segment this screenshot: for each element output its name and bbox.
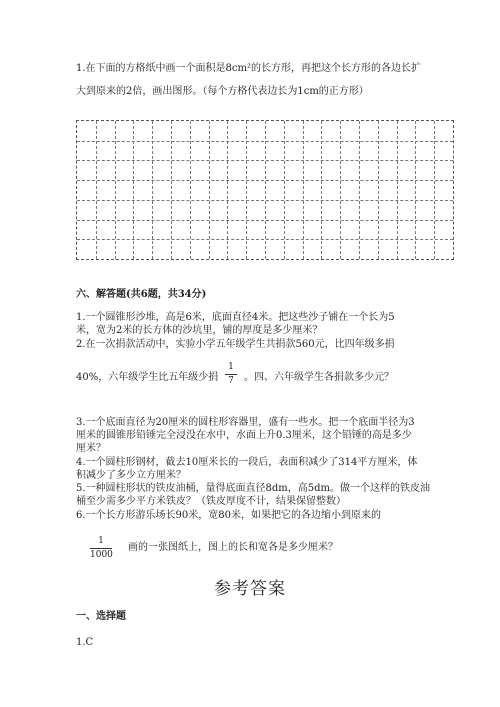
- problem-6-line1: 6.一个长方形游乐场长90米，宽80米，如果把它的各边缩小到原来的: [76, 510, 381, 521]
- grid-line-horizontal: [77, 220, 453, 221]
- problem-4-line1: 4.一个圆柱形钢材，截去10厘米长的一段后，表面积减少了314平方厘米，体: [76, 457, 418, 468]
- grid-line-horizontal: [77, 141, 453, 142]
- problem-6-fraction: [90, 536, 112, 561]
- fraction-numerator: 1: [228, 362, 234, 372]
- grid-line-horizontal: [77, 160, 453, 161]
- problem-4-line2: 积减少了多少立方厘米？: [76, 470, 186, 481]
- section-heading: 六、解答题(共6题，共34分): [76, 289, 207, 300]
- fraction-numerator: 1: [98, 536, 104, 546]
- fraction-denominator: 7: [228, 376, 234, 386]
- problem-2-line2b: 。四、六年级学生各捐款多少元？: [244, 372, 394, 383]
- grid-line-horizontal: [77, 200, 453, 201]
- problem-3-line1: 3.一个底面直径为20厘米的圆柱形容器里，盛有一些水。把一个底面半径为3: [76, 417, 415, 428]
- answer-1: 1.C: [76, 637, 94, 648]
- q1-line2: 大到原来的2倍，画出图形。（每个方格代表边长为1cm的正方形）: [76, 86, 369, 97]
- problem-1-line2: 米，宽为2米的长方体的沙坑里，铺的厚度是多少厘米？: [76, 325, 323, 336]
- grid-line-horizontal: [77, 180, 453, 181]
- answers-title: 参考答案: [214, 579, 286, 599]
- problem-6-line2: 画的一张图纸上，图上的长和宽各是多少厘米？: [128, 542, 338, 553]
- grid-line-horizontal: [77, 239, 453, 240]
- answers-section-heading: 一、选择题: [76, 611, 126, 622]
- problem-1-line1: 1.一个圆锥形沙堆，高是6米，底面直径4米。把这些沙子铺在一个长为5: [76, 312, 395, 323]
- problem-5-line2: 桶至少需多少平方米铁皮？（铁皮厚度不计，结果保留整数）: [76, 496, 346, 507]
- problem-5-line1: 5.一种圆柱形状的铁皮油桶，量得底面直径8dm，高5dm。做一个这样的铁皮油: [76, 483, 431, 494]
- problem-2-line2a: 40%，六年级学生比五年级少捐: [76, 372, 219, 383]
- problem-3-line2: 厘米的圆锥形铅锤完全浸没在水中，水面上升0.3厘米，这个铅锤的高是多少: [76, 430, 412, 441]
- problem-3-line3: 厘米？: [76, 443, 106, 454]
- q1-line1: 1.在下面的方格纸中画一个面积是8cm²的长方形，再把这个长方形的各边长扩: [76, 63, 421, 74]
- fraction-denominator: 1000: [90, 550, 113, 560]
- grid-paper: [76, 120, 454, 260]
- problem-2-line1: 2.在一次捐款活动中，实验小学五年级学生共捐款560元，比四年级多捐: [76, 339, 395, 350]
- problem-2-fraction: [225, 362, 237, 387]
